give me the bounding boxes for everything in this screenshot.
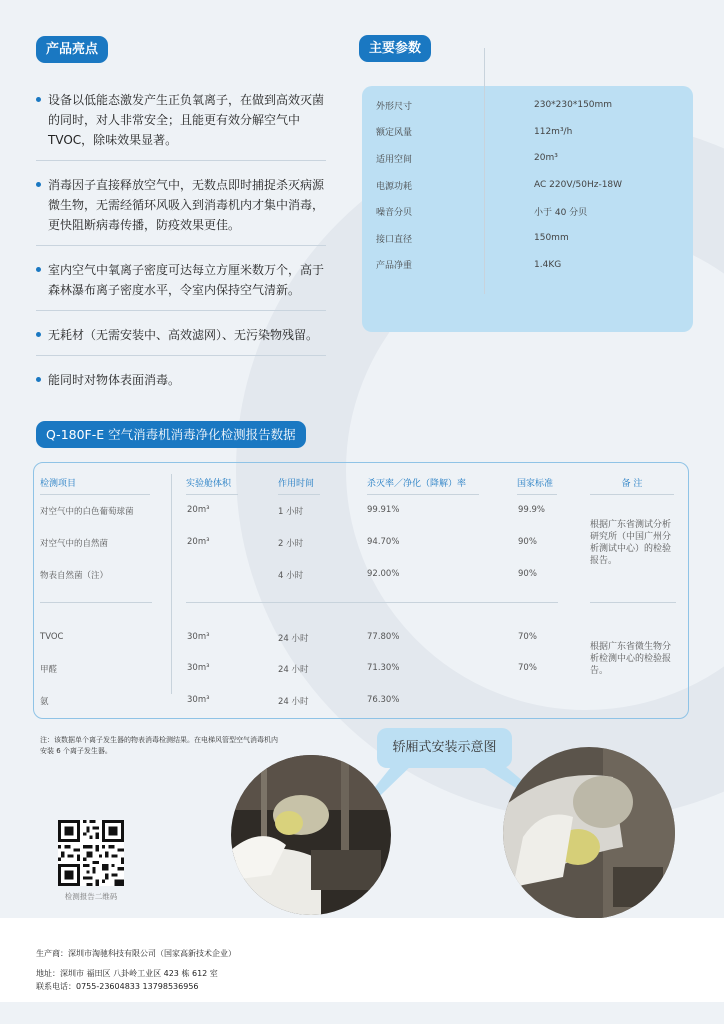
table-cell: 20m³	[187, 505, 210, 515]
highlights-title: 产品亮点	[36, 36, 108, 63]
report-note: 根据广东省测试分析研究所（中国广州分析测试中心）的检验报告。	[590, 520, 672, 566]
highlight-item: 能同时对物体表面消毒。	[36, 366, 326, 400]
table-cell: 70%	[518, 663, 537, 673]
table-cell: 30m³	[187, 695, 210, 705]
param-row	[362, 92, 693, 119]
footer	[0, 918, 724, 1002]
table-cell: 甲醛	[40, 665, 58, 675]
table-cell: 2 小时	[278, 539, 304, 549]
param-value: 1.4KG	[534, 259, 562, 270]
table-cell: 90%	[518, 569, 537, 579]
table-cell: 94.70%	[367, 537, 400, 547]
group-divider	[40, 602, 152, 603]
param-row	[362, 172, 693, 199]
install-diagram-label: 轿厢式安装示意图	[377, 728, 512, 768]
param-label: 噪音分贝	[376, 208, 413, 219]
report-title: Q-180F-E 空气消毒机消毒净化检测报告数据	[36, 421, 306, 448]
table-cell: 24 小时	[278, 634, 309, 644]
qr-code[interactable]	[58, 820, 124, 886]
table-cell: 1 小时	[278, 507, 304, 517]
param-value: AC 220V/50Hz-18W	[534, 180, 623, 191]
table-cell: 99.91%	[367, 505, 400, 515]
phone: 联系电话：0755-23604833 13798536956	[36, 982, 199, 991]
qr-caption: 检测报告二维码	[64, 892, 118, 901]
group-divider	[590, 602, 676, 603]
report-note: 根据广东省微生物分析检测中心的检验报告。	[590, 642, 672, 676]
param-label: 产品净重	[376, 261, 413, 272]
table-cell: 71.30%	[367, 663, 400, 673]
table-cell: TVOC	[40, 632, 64, 642]
table-cell: 77.80%	[367, 632, 400, 642]
params-panel	[362, 86, 693, 332]
param-value: 20m³	[534, 153, 558, 164]
report-table	[33, 462, 689, 719]
highlight-item: 室内空气中氧离子密度可达每立方厘米数万个，高于森林瀑布离子密度水平，令室内保持空气清新。	[36, 256, 326, 311]
footnote: 注：该数据单个离子发生器的物表消毒检测结果。在电梯风管型空气消毒机内安装 6 个离子发生器。	[40, 736, 278, 755]
table-cell: 24 小时	[278, 697, 309, 707]
param-row	[362, 252, 693, 279]
divider	[484, 48, 485, 294]
params-title: 主要参数	[359, 35, 431, 62]
header-time: 作用时间	[278, 476, 320, 495]
param-label: 电源功耗	[376, 181, 413, 192]
table-cell: 30m³	[187, 632, 210, 642]
table-cell: 对空气中的白色葡萄球菌	[40, 507, 134, 517]
param-value: 小于 40 分贝	[534, 208, 588, 219]
param-row	[362, 225, 693, 252]
group-divider	[186, 602, 558, 603]
table-cell: 24 小时	[278, 665, 309, 675]
highlight-item: 无耗材（无需安装中、高效滤网）、无污染物残留。	[36, 321, 326, 356]
table-cell: 20m³	[187, 537, 210, 547]
highlight-item: 设备以低能态激发产生正负氧离子，在做到高效灭菌的同时，对人非常安全；且能更有效分解空气中 TVOC，除味效果显著。	[36, 86, 326, 161]
manufacturer: 生产商：深圳市淘驰科技有限公司（国家高新技术企业）	[36, 949, 236, 958]
header-rate: 杀灭率／净化（降解）率	[367, 476, 479, 495]
column-divider	[171, 474, 172, 694]
table-cell: 氨	[40, 697, 49, 707]
table-cell: 76.30%	[367, 695, 400, 705]
param-label: 适用空间	[376, 154, 413, 165]
installation-photo-left	[231, 755, 391, 915]
param-value: 150mm	[534, 233, 569, 244]
table-cell: 30m³	[187, 663, 210, 673]
installation-photo-right	[503, 747, 675, 919]
param-row	[362, 119, 693, 146]
bottom-strip	[0, 1002, 724, 1024]
param-label: 接口直径	[376, 234, 413, 245]
header-standard: 国家标准	[517, 476, 557, 495]
header-item: 检测项目	[40, 476, 150, 495]
param-row	[362, 145, 693, 172]
table-cell: 70%	[518, 632, 537, 642]
param-value: 230*230*150mm	[534, 100, 613, 111]
table-cell: 4 小时	[278, 571, 304, 581]
param-label: 额定风量	[376, 128, 413, 139]
param-value: 112m³/h	[534, 126, 573, 137]
highlights-list	[36, 86, 326, 410]
table-cell: 对空气中的自然菌	[40, 539, 109, 549]
param-label: 外形尺寸	[376, 101, 413, 112]
header-volume: 实验舱体积	[186, 476, 238, 495]
table-cell: 物表自然菌（注）	[40, 571, 109, 581]
address: 地址：深圳市 福田区 八卦岭工业区 423 栋 612 室	[36, 969, 218, 978]
highlight-item: 消毒因子直接释放空气中，无数点即时捕捉杀灭病源微生物，无需经循环风吸入到消毒机内才集中消毒，更快阻断病毒传播，防疫效果更佳。	[36, 171, 326, 246]
table-cell: 99.9%	[518, 505, 546, 515]
table-cell: 92.00%	[367, 569, 400, 579]
param-row	[362, 198, 693, 225]
header-note: 备 注	[590, 476, 674, 495]
table-cell: 90%	[518, 537, 537, 547]
